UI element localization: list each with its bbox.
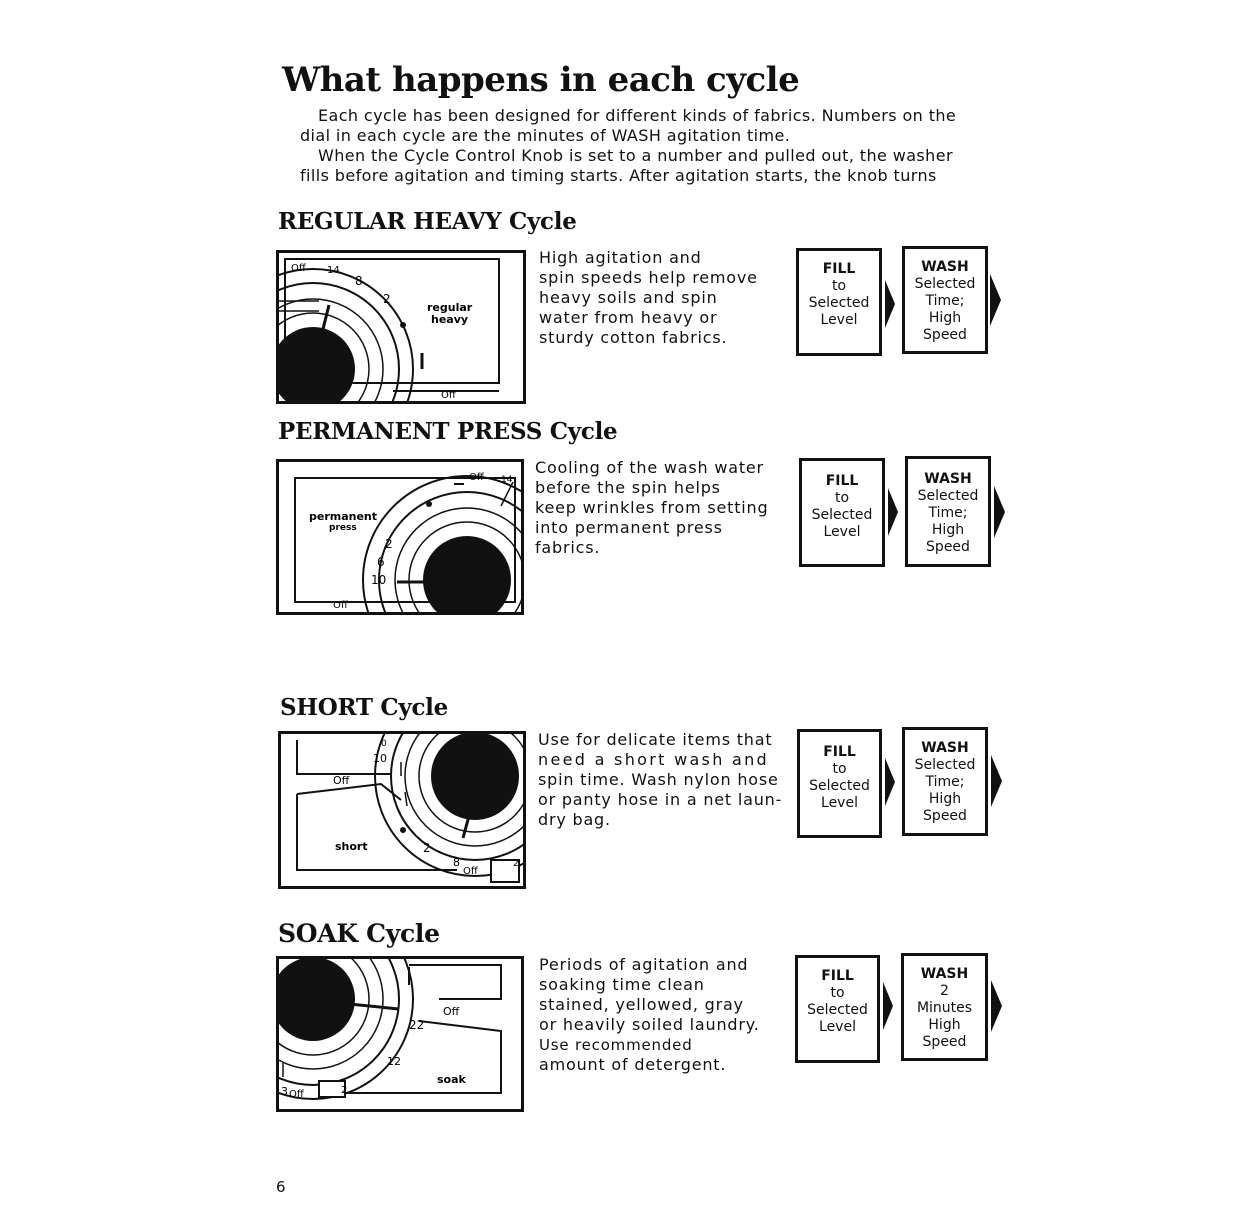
fill-step-line: Level bbox=[823, 524, 861, 540]
description-line: Use recommended bbox=[539, 1036, 693, 1054]
dial-label: Off bbox=[333, 774, 350, 787]
fill-step-title: FILL bbox=[825, 473, 859, 489]
flow-arrow-icon bbox=[885, 758, 895, 806]
dial-graphic bbox=[279, 253, 523, 401]
wash-step-line: Time; bbox=[928, 505, 968, 521]
wash-step-line: High bbox=[928, 791, 962, 807]
page-title: What happens in each cycle bbox=[282, 60, 800, 100]
wash-step-line: Time; bbox=[925, 774, 965, 790]
dial-label: 0 bbox=[381, 739, 387, 749]
permanent-press-dial-illustration bbox=[276, 459, 524, 615]
flow-arrow-icon bbox=[883, 982, 893, 1030]
description-line: spin time. Wash nylon hose bbox=[538, 770, 779, 789]
wash-step-line: 2 bbox=[940, 983, 949, 999]
wash-step-box bbox=[905, 456, 991, 567]
dial-label: 6 bbox=[377, 555, 385, 569]
soak-dial-illustration bbox=[276, 956, 524, 1112]
regular-heavy-dial-illustration bbox=[276, 250, 526, 404]
description-line: Periods of agitation and bbox=[539, 955, 749, 974]
wash-step-box bbox=[902, 727, 988, 836]
description-line: heavy soils and spin bbox=[539, 288, 718, 307]
wash-step-line: Selected bbox=[914, 757, 976, 773]
flow-arrow-icon bbox=[991, 755, 1002, 807]
fill-step-line: Selected bbox=[811, 507, 873, 523]
dial-graphic bbox=[281, 734, 523, 886]
wash-step-title: WASH bbox=[921, 740, 969, 756]
dial-label: 10 bbox=[373, 752, 387, 765]
flow-arrow-icon bbox=[991, 980, 1002, 1032]
wash-step-title: WASH bbox=[924, 471, 972, 487]
flow-arrow-icon bbox=[885, 280, 895, 328]
description-line: or heavily soiled laundry. bbox=[539, 1015, 760, 1034]
fill-step-line: Selected bbox=[809, 778, 870, 794]
intro-line: Each cycle has been designed for different kinds of fabrics. Numbers on the bbox=[318, 106, 957, 125]
regular-heavy-description bbox=[539, 248, 758, 348]
dial-label: 2 bbox=[423, 841, 431, 855]
dial-graphic bbox=[279, 959, 521, 1109]
fill-step-line: to bbox=[830, 985, 845, 1001]
fill-step-title: FILL bbox=[823, 744, 856, 760]
dial-label: Off bbox=[289, 1089, 304, 1100]
fill-step-box bbox=[796, 248, 882, 356]
intro-paragraph bbox=[300, 106, 1000, 186]
wash-step-line: Speed bbox=[923, 327, 967, 343]
wash-step-title: WASH bbox=[920, 966, 969, 982]
wash-step-line: Speed bbox=[922, 1034, 967, 1050]
dial-label: regular bbox=[427, 301, 473, 314]
wash-step-line: Selected bbox=[917, 488, 979, 504]
wash-step-line: Speed bbox=[926, 539, 970, 555]
dial-label: 2 bbox=[383, 292, 391, 306]
intro-line: When the Cycle Control Knob is set to a number and pulled out, the washer bbox=[318, 146, 953, 165]
fill-step-box bbox=[799, 458, 885, 567]
fill-step-title: FILL bbox=[821, 968, 854, 984]
fill-step-line: to bbox=[834, 490, 850, 506]
dial-label: press bbox=[329, 523, 357, 533]
wash-step-line: Selected bbox=[914, 276, 976, 292]
dial-label: Off bbox=[463, 866, 478, 877]
wash-step-line: High bbox=[931, 522, 965, 538]
wash-step-line: High bbox=[928, 310, 962, 326]
short-dial-illustration bbox=[278, 731, 526, 889]
description-line: High agitation and bbox=[539, 248, 702, 267]
dial-label: soak bbox=[437, 1073, 466, 1086]
description-line: Cooling of the wash water bbox=[535, 458, 764, 477]
dial-label: Off bbox=[443, 1005, 460, 1018]
soak-heading: SOAK Cycle bbox=[278, 919, 440, 948]
dial-label: heavy bbox=[431, 313, 469, 326]
dial-label: 3 bbox=[281, 1085, 288, 1098]
wash-step-box bbox=[901, 953, 988, 1061]
fill-step-line: Level bbox=[820, 312, 858, 328]
dial-label: 2 bbox=[513, 859, 519, 869]
dial-label: 8 bbox=[355, 274, 363, 288]
short-heading: SHORT Cycle bbox=[280, 694, 448, 721]
description-line: need a short wash and bbox=[538, 750, 770, 769]
description-line: keep wrinkles from setting bbox=[535, 498, 769, 517]
description-line: amount of detergent. bbox=[539, 1055, 727, 1074]
short-description bbox=[538, 730, 782, 830]
soak-description bbox=[539, 955, 760, 1075]
wash-step-line: Time; bbox=[925, 293, 965, 309]
description-line: or panty hose in a net laun- bbox=[538, 790, 783, 809]
description-line: fabrics. bbox=[535, 538, 601, 557]
dial-label: 2 bbox=[341, 1085, 348, 1096]
fill-step-line: to bbox=[831, 278, 847, 294]
fill-step-box bbox=[797, 729, 882, 838]
dial-label: 22 bbox=[409, 1018, 425, 1032]
flow-arrow-icon bbox=[994, 486, 1005, 538]
fill-step-line: Level bbox=[821, 795, 858, 811]
description-line: water from heavy or bbox=[539, 308, 718, 327]
intro-line: dial in each cycle are the minutes of WASH agitation time. bbox=[300, 126, 791, 145]
dial-label: Off bbox=[441, 390, 456, 401]
description-line: sturdy cotton fabrics. bbox=[539, 328, 728, 347]
dial-label: Off bbox=[469, 472, 484, 483]
dial-graphic bbox=[279, 462, 521, 612]
wash-step-box bbox=[902, 246, 988, 354]
dial-label: 8 bbox=[453, 856, 460, 869]
description-line: soaking time clean bbox=[539, 975, 705, 994]
wash-step-title: WASH bbox=[921, 259, 969, 275]
wash-step-line: High bbox=[928, 1017, 961, 1033]
dial-label: 14 bbox=[327, 265, 340, 276]
description-line: into permanent press bbox=[535, 518, 723, 537]
regular-heavy-heading: REGULAR HEAVY Cycle bbox=[278, 208, 577, 235]
dial-label: 14 bbox=[501, 475, 513, 485]
description-line: Use for delicate items that bbox=[538, 730, 773, 749]
fill-step-box bbox=[795, 955, 880, 1063]
flow-arrow-icon bbox=[990, 274, 1001, 326]
dial-label: Off bbox=[291, 263, 306, 274]
page-number: 6 bbox=[276, 1178, 286, 1196]
permanent-press-description bbox=[535, 458, 768, 558]
fill-step-line: Selected bbox=[808, 295, 870, 311]
wash-step-line: Speed bbox=[923, 808, 967, 824]
description-line: before the spin helps bbox=[535, 478, 721, 497]
description-line: dry bag. bbox=[538, 810, 611, 829]
fill-step-line: Selected bbox=[807, 1002, 868, 1018]
intro-line: fills before agitation and timing starts. After agitation starts, the knob turns bbox=[300, 166, 937, 185]
fill-step-title: FILL bbox=[822, 261, 856, 277]
dial-label: Off bbox=[333, 600, 348, 611]
description-line: spin speeds help remove bbox=[539, 268, 758, 287]
dial-label: 12 bbox=[387, 1055, 401, 1068]
fill-step-line: Level bbox=[819, 1019, 856, 1035]
fill-step-line: to bbox=[832, 761, 847, 777]
description-line: stained, yellowed, gray bbox=[539, 995, 744, 1014]
permanent-press-heading: PERMANENT PRESS Cycle bbox=[278, 418, 618, 445]
wash-step-line: Minutes bbox=[916, 1000, 973, 1016]
flow-arrow-icon bbox=[888, 488, 898, 536]
dial-label: 2 bbox=[385, 537, 393, 551]
dial-label: 10 bbox=[371, 573, 387, 587]
dial-label: permanent bbox=[309, 510, 378, 523]
dial-label: short bbox=[335, 840, 368, 853]
